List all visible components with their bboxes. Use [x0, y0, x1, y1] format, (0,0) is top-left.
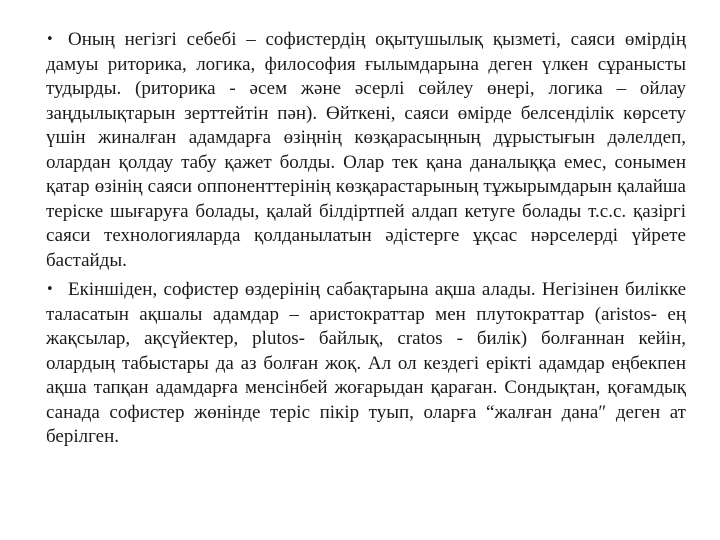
paragraph-2	[46, 278, 686, 450]
text-body	[46, 28, 686, 455]
bullet-icon: •	[46, 32, 54, 47]
bullet-icon: •	[46, 282, 54, 297]
paragraph-1	[46, 28, 686, 273]
paragraph-1-text: Оның негізгі себебі – софистердің оқытушылық қызметі, саяси өмірдің дамуы риторика, логика, философия ғылымдарына деген үлкен сұранысты тудырды. (риторика - әсем және әсерлі сөйлеу өнері, логика – ойлау заңдылықтарын зерттейтін пән). Өйткені, саяси өмірде белсенділік көрсету үшін жиналған адамдарға өзіңнің көзқарасыңның дұрыстығын дәлелдеп, олардан қолдау табу қажет болды. Олар тек қана даналыққа емес, сонымен қатар өзінің саяси оппоненттерінің көзқарастарының тұжырымдарын қалайша теріске шығаруға болады, қалай білдіртпей алдап кетуге болады т.с.с. қазіргі саяси технологияларда қолданылатын әдістерге ұқсас нәрселерді үйрете бастайды.	[46, 29, 686, 271]
paragraph-2-text: Екіншіден, софистер өздерінің сабақтарына ақша алады. Негізінен билікке таласатын ақшалы адамдар – аристократтар мен плутократтар (aristos- ең жақсылар, ақсүйектер, plutos- байлық, cratos - билік) болғаннан кейін, олардың табыстары да аз болған жоқ. Ал ол кездегі ерікті адамдар еңбекпен ақша тапқан адамдарға менсінбей жоғарыдан қараған. Сондықтан, қоғамдық санада софистер жөнінде теріс пікір туып, оларға “жалған дана″ деген ат берілген.	[46, 279, 686, 447]
